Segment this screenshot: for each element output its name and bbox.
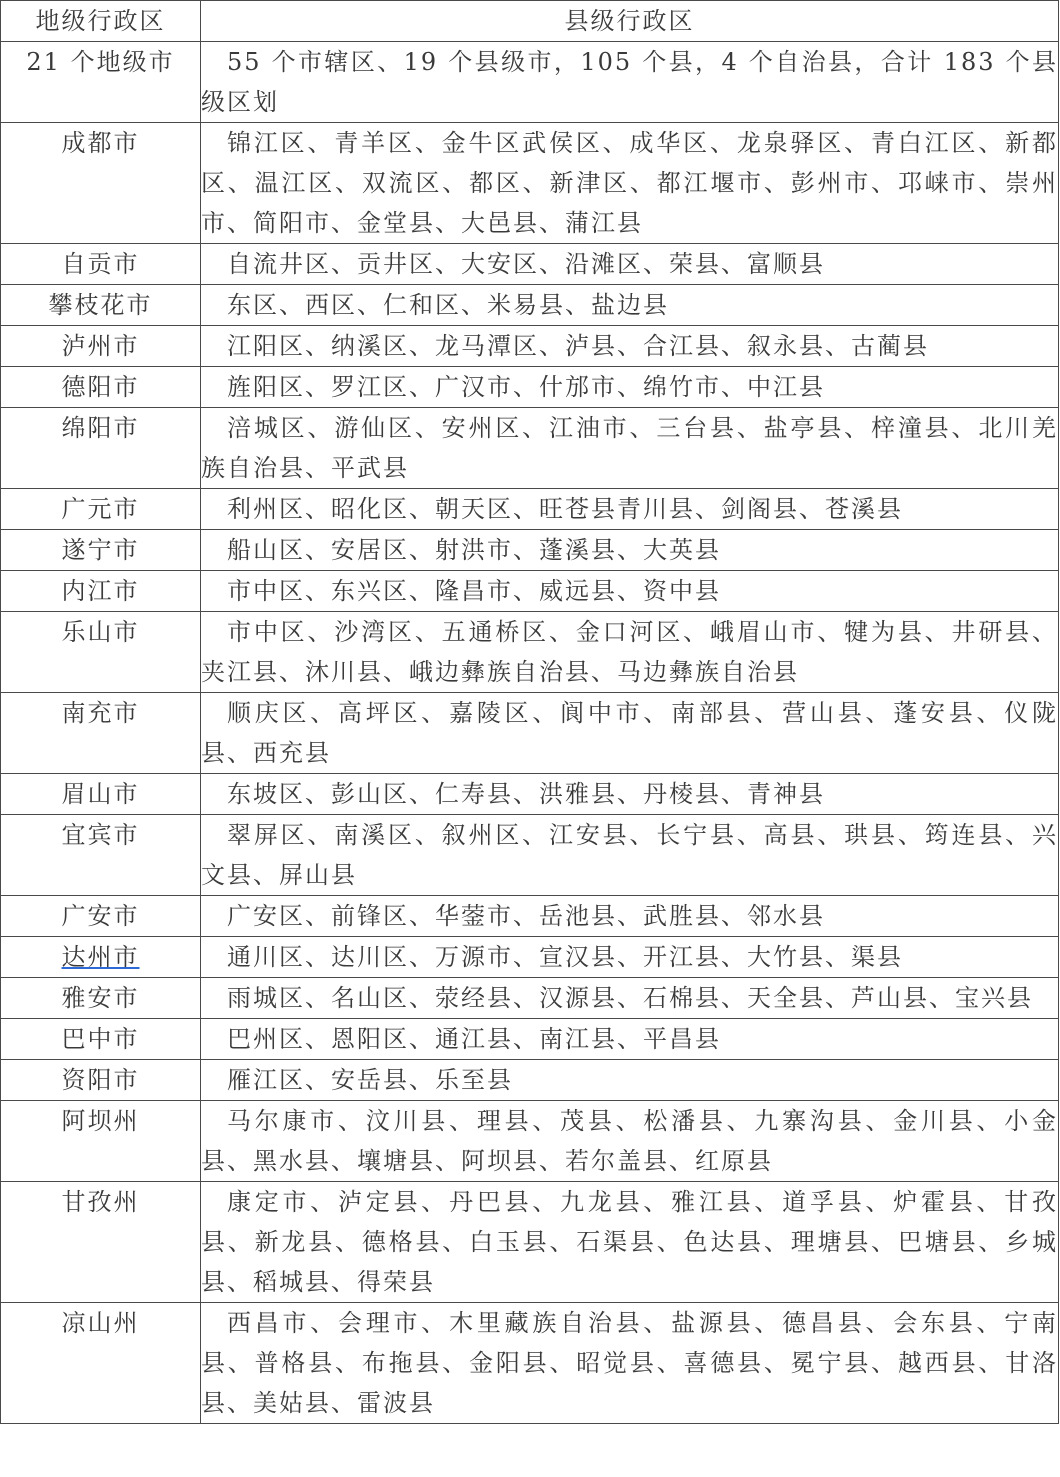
county-list-cell: 康定市、泸定县、丹巴县、九龙县、雅江县、道孚县、炉霍县、甘孜县、新龙县、德格县、白玉县、石渠县、色达县、理塘县、巴塘县、乡城县、稻城县、得荣县 [201, 1182, 1059, 1303]
county-list-cell: 旌阳区、罗江区、广汉市、什邡市、绵竹市、中江县 [201, 367, 1059, 408]
prefecture-cell: 德阳市 [1, 367, 201, 408]
prefecture-cell: 广安市 [1, 896, 201, 937]
prefecture-cell: 内江市 [1, 571, 201, 612]
prefecture-cell: 雅安市 [1, 978, 201, 1019]
prefecture-cell [1, 937, 201, 978]
county-list-cell: 顺庆区、高坪区、嘉陵区、阆中市、南部县、营山县、蓬安县、仪陇县、西充县 [201, 693, 1059, 774]
prefecture-cell: 宜宾市 [1, 815, 201, 896]
table-row [1, 1303, 1059, 1424]
prefecture-cell: 自贡市 [1, 244, 201, 285]
table-row [1, 1060, 1059, 1101]
county-list-cell: 江阳区、纳溪区、龙马潭区、泸县、合江县、叙永县、古蔺县 [201, 326, 1059, 367]
county-list-cell: 船山区、安居区、射洪市、蓬溪县、大英县 [201, 530, 1059, 571]
table-row [1, 693, 1059, 774]
header-prefecture: 地级行政区 [1, 1, 201, 42]
county-list-cell: 通川区、达川区、万源市、宣汉县、开江县、大竹县、渠县 [201, 937, 1059, 978]
table-row [1, 1101, 1059, 1182]
prefecture-name: 达州市 [61, 943, 140, 971]
county-list-cell: 马尔康市、汶川县、理县、茂县、松潘县、九寨沟县、金川县、小金县、黑水县、壤塘县、阿坝县、若尔盖县、红原县 [201, 1101, 1059, 1182]
county-list-cell: 涪城区、游仙区、安州区、江油市、三台县、盐亭县、梓潼县、北川羌族自治县、平武县 [201, 408, 1059, 489]
prefecture-cell: 阿坝州 [1, 1101, 201, 1182]
table-row [1, 978, 1059, 1019]
county-list-cell: 55 个市辖区、19 个县级市，105 个县，4 个自治县，合计 183 个县级区划 [201, 42, 1059, 123]
prefecture-cell: 攀枝花市 [1, 285, 201, 326]
prefecture-cell: 泸州市 [1, 326, 201, 367]
table-row [1, 1019, 1059, 1060]
table-row [1, 571, 1059, 612]
county-list-cell: 雨城区、名山区、荥经县、汉源县、石棉县、天全县、芦山县、宝兴县 [201, 978, 1059, 1019]
county-list-cell: 市中区、东兴区、隆昌市、威远县、资中县 [201, 571, 1059, 612]
county-list-cell: 市中区、沙湾区、五通桥区、金口河区、峨眉山市、犍为县、井研县、夹江县、沐川县、峨边彝族自治县、马边彝族自治县 [201, 612, 1059, 693]
table-header-row [1, 1, 1059, 42]
prefecture-cell: 资阳市 [1, 1060, 201, 1101]
county-list-cell: 雁江区、安岳县、乐至县 [201, 1060, 1059, 1101]
table-row [1, 244, 1059, 285]
county-list-cell: 东区、西区、仁和区、米易县、盐边县 [201, 285, 1059, 326]
prefecture-cell: 遂宁市 [1, 530, 201, 571]
prefecture-cell: 广元市 [1, 489, 201, 530]
table-row [1, 1182, 1059, 1303]
table-row [1, 123, 1059, 244]
table-row [1, 42, 1059, 123]
header-county: 县级行政区 [201, 1, 1059, 42]
table-row [1, 367, 1059, 408]
prefecture-cell: 巴中市 [1, 1019, 201, 1060]
table-row [1, 774, 1059, 815]
prefecture-cell: 21 个地级市 [1, 42, 201, 123]
county-list-cell: 巴州区、恩阳区、通江县、南江县、平昌县 [201, 1019, 1059, 1060]
county-list-cell: 自流井区、贡井区、大安区、沿滩区、荣县、富顺县 [201, 244, 1059, 285]
prefecture-cell: 眉山市 [1, 774, 201, 815]
table-row [1, 489, 1059, 530]
county-list-cell: 锦江区、青羊区、金牛区武侯区、成华区、龙泉驿区、青白江区、新都区、温江区、双流区、都区、新津区、都江堰市、彭州市、邛崃市、崇州市、简阳市、金堂县、大邑县、蒲江县 [201, 123, 1059, 244]
table-row [1, 815, 1059, 896]
prefecture-cell: 甘孜州 [1, 1182, 201, 1303]
prefecture-cell: 绵阳市 [1, 408, 201, 489]
table-row [1, 326, 1059, 367]
table-row [1, 530, 1059, 571]
prefecture-cell: 乐山市 [1, 612, 201, 693]
table-row [1, 285, 1059, 326]
county-list-cell: 东坡区、彭山区、仁寿县、洪雅县、丹棱县、青神县 [201, 774, 1059, 815]
county-list-cell: 西昌市、会理市、木里藏族自治县、盐源县、德昌县、会东县、宁南县、普格县、布拖县、金阳县、昭觉县、喜德县、冕宁县、越西县、甘洛县、美姑县、雷波县 [201, 1303, 1059, 1424]
table-row [1, 408, 1059, 489]
county-list-cell: 利州区、昭化区、朝天区、旺苍县青川县、剑阁县、苍溪县 [201, 489, 1059, 530]
prefecture-cell: 成都市 [1, 123, 201, 244]
table-row [1, 612, 1059, 693]
prefecture-cell: 凉山州 [1, 1303, 201, 1424]
table-row [1, 937, 1059, 978]
county-list-cell: 广安区、前锋区、华蓥市、岳池县、武胜县、邻水县 [201, 896, 1059, 937]
table-row [1, 896, 1059, 937]
county-list-cell: 翠屏区、南溪区、叙州区、江安县、长宁县、高县、珙县、筠连县、兴文县、屏山县 [201, 815, 1059, 896]
prefecture-cell: 南充市 [1, 693, 201, 774]
